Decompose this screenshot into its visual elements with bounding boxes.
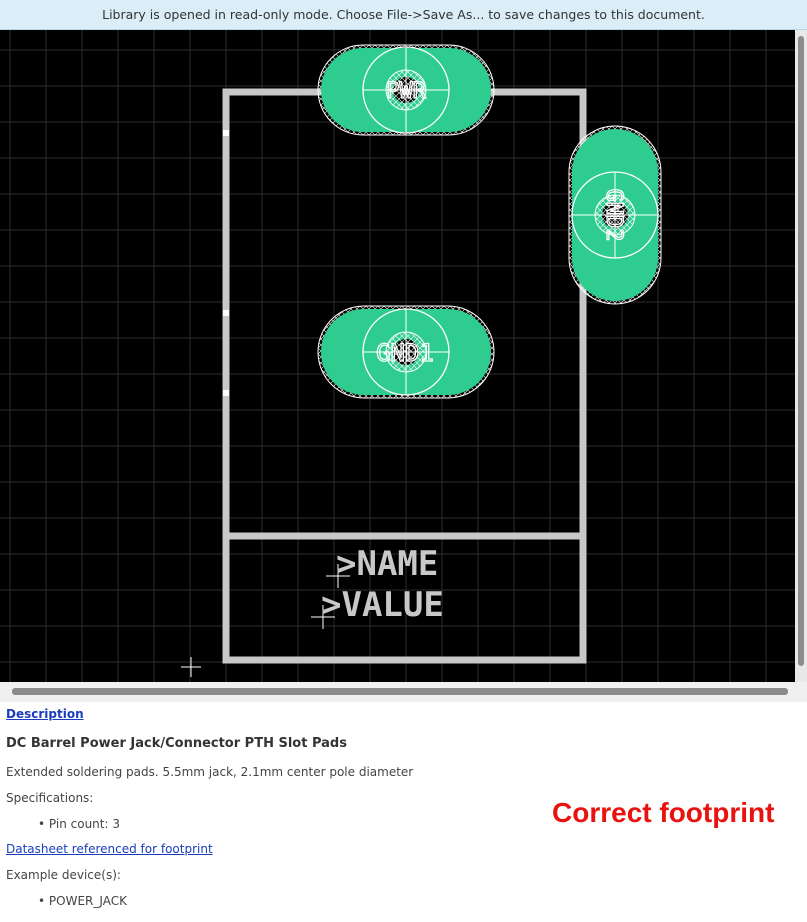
vertical-scrollbar[interactable] — [795, 30, 807, 682]
value-label[interactable] — [311, 585, 444, 629]
name-placeholder: >NAME — [336, 544, 439, 584]
pad-label-pwr: PWR — [386, 79, 426, 104]
pad-label-gnd2: GND2 — [601, 188, 626, 242]
example-devices-label: Example device(s): — [6, 868, 121, 882]
example-device-item: • POWER_JACK — [38, 894, 127, 908]
horizontal-scroll-thumb[interactable] — [12, 688, 788, 695]
pad-label-gnd1: GND1 — [376, 339, 434, 367]
pad-pwr[interactable] — [318, 45, 494, 135]
specifications-label: Specifications: — [6, 791, 94, 805]
pad-gnd1[interactable] — [318, 306, 494, 398]
correct-footprint-annotation: Correct footprint — [552, 797, 775, 828]
pad-gnd2[interactable] — [569, 126, 661, 304]
description-summary: Extended soldering pads. 5.5mm jack, 2.1mm center pole diameter — [6, 765, 414, 779]
value-placeholder: >VALUE — [321, 585, 444, 625]
name-label[interactable] — [326, 544, 438, 588]
read-only-banner-text: Library is opened in read-only mode. Choose File->Save As... to save changes to this document. — [102, 7, 705, 22]
description-heading-link[interactable]: Description — [6, 707, 84, 721]
read-only-banner — [0, 0, 807, 30]
datasheet-link[interactable]: Datasheet referenced for footprint — [6, 842, 213, 856]
footprint-drawing[interactable] — [0, 30, 795, 682]
footprint-canvas[interactable] — [0, 30, 807, 682]
example-device-text: POWER_JACK — [48, 894, 127, 908]
horizontal-scrollbar[interactable] — [0, 682, 807, 702]
spec-item-text: Pin count: 3 — [48, 817, 120, 831]
description-panel — [0, 702, 807, 922]
origin-marker — [181, 657, 201, 677]
vertical-scroll-thumb[interactable] — [798, 36, 804, 666]
description-title: DC Barrel Power Jack/Connector PTH Slot Pads — [6, 736, 347, 751]
spec-item: • Pin count: 3 — [38, 817, 120, 831]
